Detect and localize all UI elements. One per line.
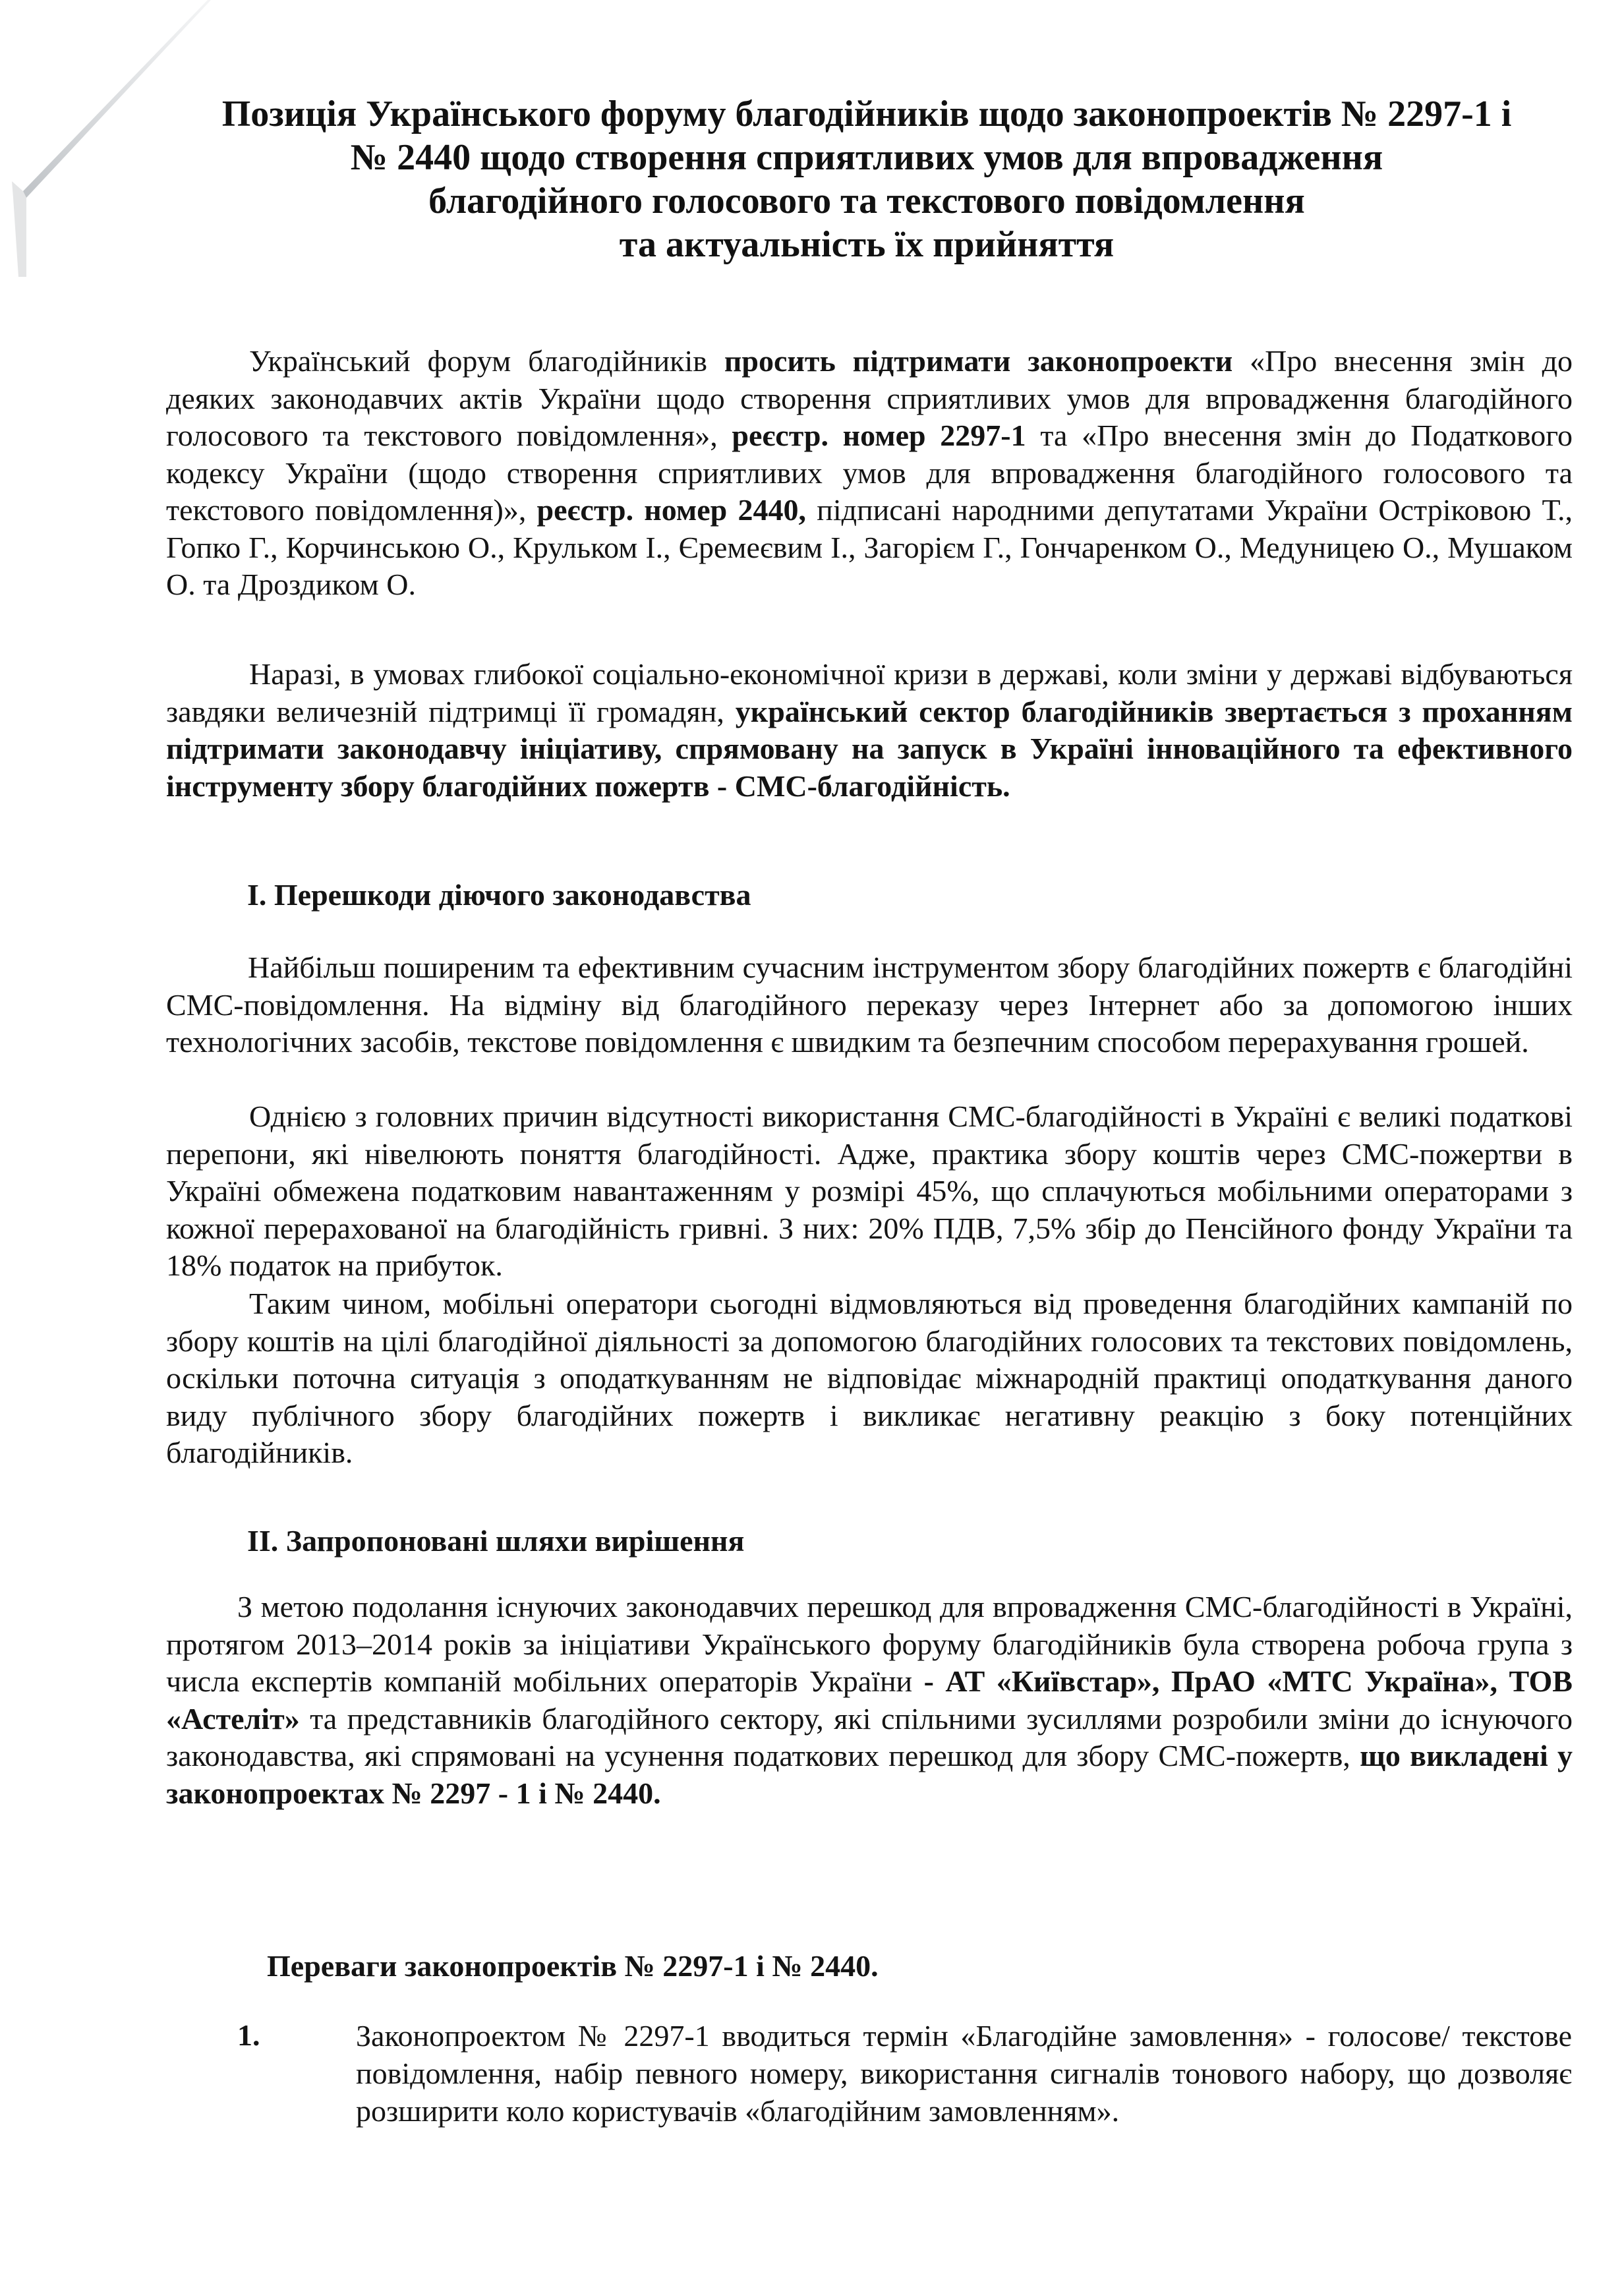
bill-number-2440: реєстр. номер 2440, — [536, 493, 806, 527]
section1-paragraph-3 — [166, 1285, 1573, 1472]
list-item-number: 1. — [237, 2018, 260, 2052]
text-run: та представників благодійного сектору, які спільними зусиллями розробили зміни до існуючого законодавства, які спрямовані на усунення податкових перешкод для збору СМС-пожертв, — [166, 1701, 1573, 1772]
title-line: Позиція Українського форуму благодійників щодо законопроектів № 2297-1 і — [221, 94, 1512, 134]
text-run: Однією з головних причин відсутності використання СМС-благодійності в Україні є великі податкові перепони, які нівелюють поняття благодійності. Адже, практика збору коштів через СМС-пожертви в Україні обмежена податковим навантаженням у розмірі 45%, що сплачуються мобільними операторами з кожної перерахованої на благодійність гривні. З них: 20% ПДВ, 7,5% збір до Пенсійного фонду України та 18% податок на прибуток. — [166, 1099, 1573, 1282]
title-line: благодійного голосового та текстового повідомлення — [428, 181, 1305, 221]
text-run: підписані народними депутатами України Остріковою Т., Гопко Г., Корчинською О., Крульком І., Єремеєвим І., Загорієм Г., Гончаренком О., Медуницею О., Мушаком О. та Дроздиком О. — [166, 493, 1573, 601]
section1-paragraph-1 — [166, 949, 1573, 1061]
text-run: З метою подолання існуючих законодавчих перешкод для впровадження СМС-благодійності в Україні, протягом 2013–2014 років за ініціативи Українського форуму благодійників була створена робоча група з числа експертів компаній мобільних операторів України — [166, 1590, 1573, 1698]
advantages-heading: Переваги законопроектів № 2297-1 і № 2440. — [267, 1949, 879, 1983]
section1-paragraph-2 — [166, 1098, 1573, 1285]
section-heading-1: І. Перешкоди діючого законодавства — [247, 878, 751, 912]
section-heading-2: ІІ. Запропоновані шляхи вирішення — [247, 1524, 745, 1558]
intro-paragraph-1 — [166, 343, 1573, 604]
text-run: «Про внесення змін до деяких законодавчих актів України щодо створення сприятливих умов для впровадження благодійного голосового та текстового повідомлення», — [166, 344, 1573, 452]
document-title — [165, 92, 1569, 266]
operators-bold: - АТ «Київстар», ПрАО «МТС Україна», ТОВ «Астеліт» — [166, 1664, 1573, 1736]
text-run: та «Про внесення змін до Податкового кодексу України (щодо створення сприятливих умов для впровадження благодійного голосового та текстового повідомлення)», — [166, 419, 1573, 527]
section2-paragraph — [166, 1589, 1573, 1812]
list-item-text: Законопроектом № 2297-1 вводиться термін «Благодійне замовлення» - голосове/ текстове повідомлення, набір певного номеру, використання сигналів тонового набору, що дозволяє розширити коло користувачів «благодійним замовленням». — [356, 2019, 1572, 2128]
bold-run: український сектор благодійників звертається з проханням підтримати законодавчу ініціативу, спрямовану на запуск в Україні інноваційного та ефективного інструменту збору благодійних пожертв - СМС-благодійність. — [166, 694, 1573, 803]
text-run: Найбільш поширеним та ефективним сучасним інструментом збору благодійних пожертв є благодійні СМС-повідомлення. На відміну від благодійного переказу через Інтернет або за допомогою інших технологічних засобів, текстове повідомлення є швидким та безпечним способом перерахування грошей. — [166, 950, 1573, 1059]
title-line: № 2440 щодо створення сприятливих умов для впровадження — [350, 137, 1383, 178]
bill-number-2297-1: реєстр. номер 2297-1 — [732, 419, 1026, 452]
bold-run: просить підтримати законопроекти — [724, 344, 1233, 378]
title-line: та актуальність їх прийняття — [619, 224, 1115, 265]
text-run: Наразі, в умовах глибокої соціально-економічної кризи в державі, коли зміни у державі відбуваються завдяки величезній підтримці її громадян, — [166, 657, 1573, 728]
text-run: Таким чином, мобільні оператори сьогодні відмовляються від проведення благодійних кампаній по збору коштів на цілі благодійної діяльності за допомогою благодійних голосових та текстових повідомлень, оскільки поточна ситуація з оподаткуванням не відповідає міжнародній практиці оподаткування даного виду публічного збору благодійних пожертв і викликає негативну реакцію з боку потенційних благодійників. — [166, 1287, 1573, 1469]
text-run: Український форум благодійників — [249, 344, 724, 378]
bold-run: що викладені у законопроектах № 2297 - 1 і № 2440. — [166, 1739, 1573, 1810]
intro-paragraph-2 — [166, 656, 1573, 805]
